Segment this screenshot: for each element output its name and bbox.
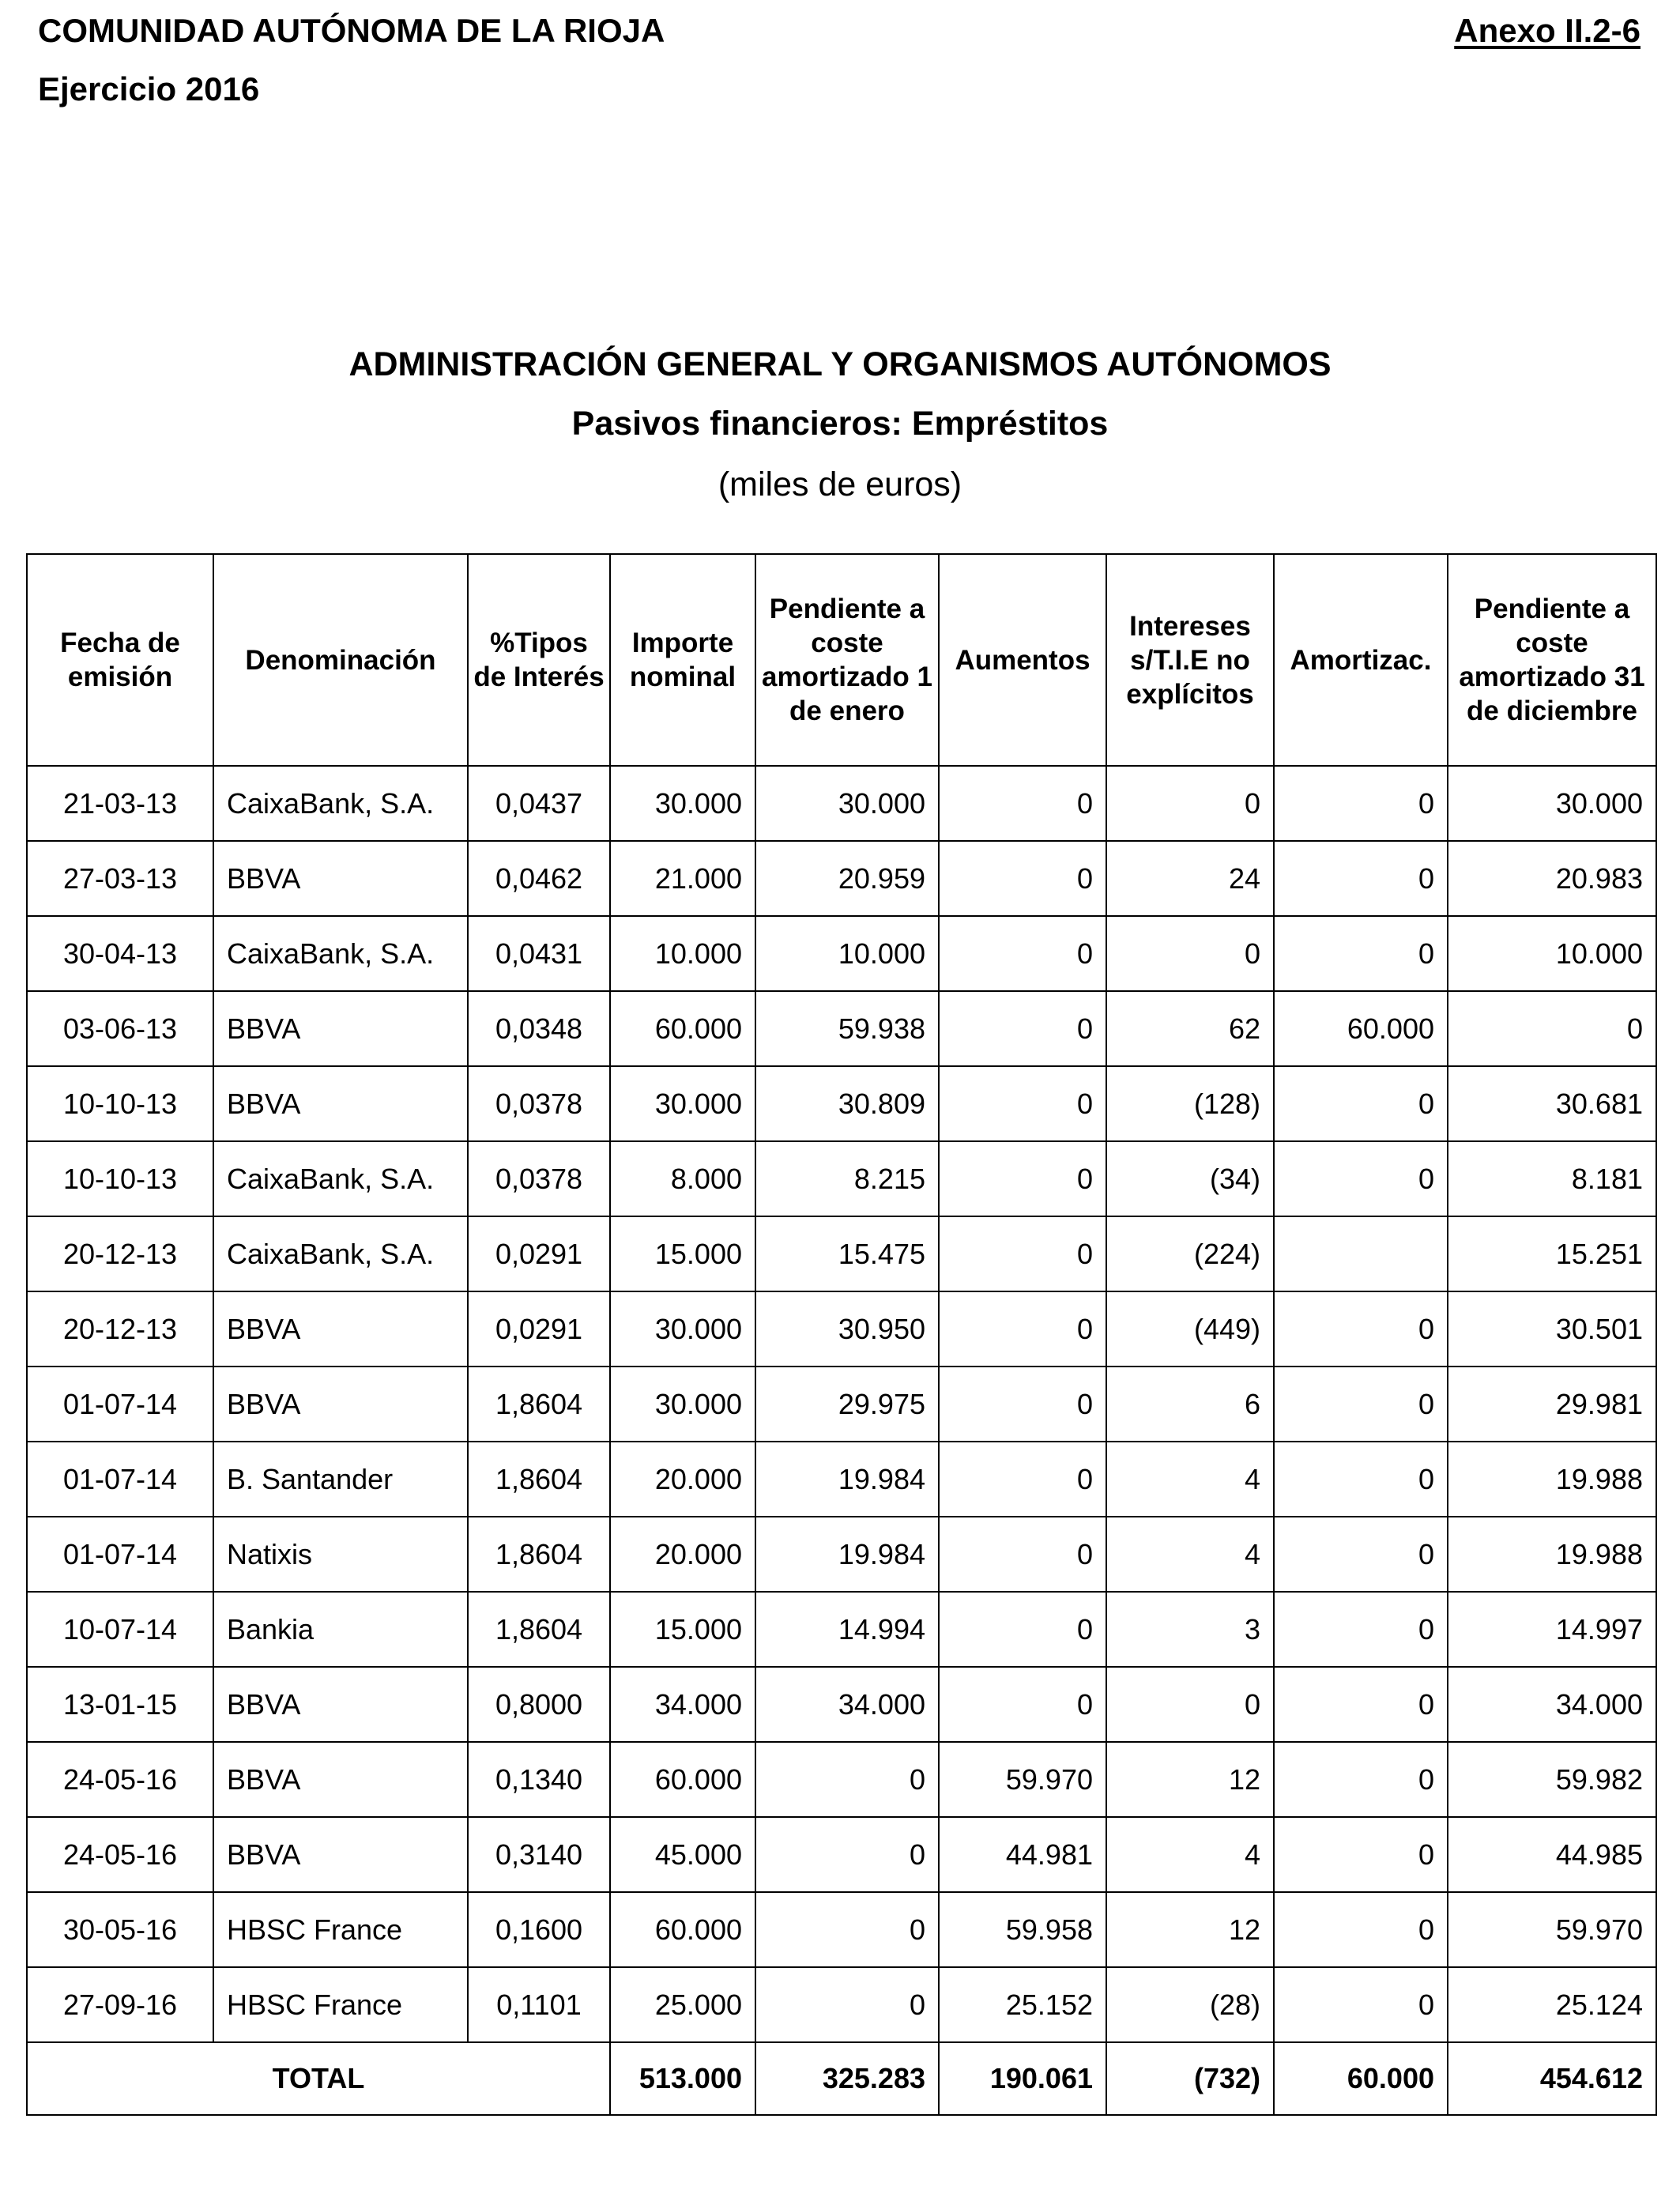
cell-name: Natixis xyxy=(213,1517,468,1592)
cell-issue-date: 01-07-14 xyxy=(27,1442,213,1517)
cell-increases: 0 xyxy=(939,1216,1106,1291)
cell-increases: 0 xyxy=(939,1066,1106,1141)
cell-interest-rate: 0,0431 xyxy=(468,916,610,991)
cell-amortization xyxy=(1274,1216,1448,1291)
cell-name: BBVA xyxy=(213,1742,468,1817)
cell-amortization: 0 xyxy=(1274,1141,1448,1216)
total-pending-jan-1: 325.283 xyxy=(755,2042,939,2115)
cell-pending-dec-31: 30.501 xyxy=(1448,1291,1656,1367)
annex-reference: Anexo II.2-6 xyxy=(1454,12,1640,49)
total-amortization: 60.000 xyxy=(1274,2042,1448,2115)
cell-pending-dec-31: 59.970 xyxy=(1448,1892,1656,1967)
cell-pending-jan-1: 0 xyxy=(755,1817,939,1892)
cell-implicit-interest: (34) xyxy=(1106,1141,1274,1216)
cell-increases: 59.958 xyxy=(939,1892,1106,1967)
cell-implicit-interest: 62 xyxy=(1106,991,1274,1066)
cell-name: CaixaBank, S.A. xyxy=(213,916,468,991)
cell-pending-jan-1: 29.975 xyxy=(755,1367,939,1442)
cell-increases: 0 xyxy=(939,1667,1106,1742)
cell-issue-date: 30-05-16 xyxy=(27,1892,213,1967)
cell-interest-rate: 0,1101 xyxy=(468,1967,610,2042)
total-increases: 190.061 xyxy=(939,2042,1106,2115)
table-row xyxy=(27,841,1656,916)
cell-issue-date: 01-07-14 xyxy=(27,1367,213,1442)
cell-nominal-amount: 8.000 xyxy=(610,1141,755,1216)
cell-amortization: 0 xyxy=(1274,1592,1448,1667)
cell-pending-dec-31: 20.983 xyxy=(1448,841,1656,916)
cell-nominal-amount: 20.000 xyxy=(610,1442,755,1517)
table-row xyxy=(27,1742,1656,1817)
cell-amortization: 0 xyxy=(1274,1517,1448,1592)
cell-increases: 44.981 xyxy=(939,1817,1106,1892)
cell-nominal-amount: 15.000 xyxy=(610,1216,755,1291)
table-row xyxy=(27,1442,1656,1517)
cell-increases: 0 xyxy=(939,1291,1106,1367)
column-header-nominal-amount: Importe nominal xyxy=(610,554,755,766)
cell-name: CaixaBank, S.A. xyxy=(213,1216,468,1291)
cell-pending-jan-1: 15.475 xyxy=(755,1216,939,1291)
cell-amortization: 0 xyxy=(1274,1967,1448,2042)
cell-increases: 0 xyxy=(939,1141,1106,1216)
cell-increases: 0 xyxy=(939,916,1106,991)
table-row xyxy=(27,1967,1656,2042)
cell-name: BBVA xyxy=(213,991,468,1066)
cell-name: CaixaBank, S.A. xyxy=(213,1141,468,1216)
column-header-interest-rate: %Tipos de Interés xyxy=(468,554,610,766)
cell-nominal-amount: 30.000 xyxy=(610,1367,755,1442)
cell-name: Bankia xyxy=(213,1592,468,1667)
cell-name: BBVA xyxy=(213,1667,468,1742)
table-row xyxy=(27,1517,1656,1592)
cell-issue-date: 20-12-13 xyxy=(27,1216,213,1291)
cell-increases: 0 xyxy=(939,1592,1106,1667)
table-row xyxy=(27,766,1656,841)
cell-nominal-amount: 30.000 xyxy=(610,1291,755,1367)
cell-interest-rate: 0,0462 xyxy=(468,841,610,916)
cell-implicit-interest: 0 xyxy=(1106,766,1274,841)
cell-pending-jan-1: 59.938 xyxy=(755,991,939,1066)
cell-pending-dec-31: 14.997 xyxy=(1448,1592,1656,1667)
cell-interest-rate: 0,3140 xyxy=(468,1817,610,1892)
cell-pending-jan-1: 20.959 xyxy=(755,841,939,916)
cell-nominal-amount: 34.000 xyxy=(610,1667,755,1742)
cell-interest-rate: 1,8604 xyxy=(468,1442,610,1517)
cell-amortization: 0 xyxy=(1274,841,1448,916)
cell-implicit-interest: 4 xyxy=(1106,1817,1274,1892)
cell-name: BBVA xyxy=(213,1066,468,1141)
cell-increases: 25.152 xyxy=(939,1967,1106,2042)
column-header-amortization: Amortizac. xyxy=(1274,554,1448,766)
cell-interest-rate: 0,0437 xyxy=(468,766,610,841)
cell-pending-jan-1: 30.000 xyxy=(755,766,939,841)
table-row xyxy=(27,1216,1656,1291)
cell-increases: 0 xyxy=(939,766,1106,841)
cell-pending-jan-1: 0 xyxy=(755,1892,939,1967)
cell-name: HBSC France xyxy=(213,1967,468,2042)
cell-amortization: 0 xyxy=(1274,1442,1448,1517)
report-subtitle: Pasivos financieros: Empréstitos xyxy=(571,405,1109,443)
column-header-issue-date: Fecha de emisión xyxy=(27,554,213,766)
cell-increases: 0 xyxy=(939,991,1106,1066)
table-row xyxy=(27,1141,1656,1216)
cell-pending-dec-31: 44.985 xyxy=(1448,1817,1656,1892)
column-header-increases: Aumentos xyxy=(939,554,1106,766)
cell-pending-jan-1: 19.984 xyxy=(755,1442,939,1517)
cell-pending-dec-31: 29.981 xyxy=(1448,1367,1656,1442)
cell-interest-rate: 1,8604 xyxy=(468,1367,610,1442)
cell-pending-jan-1: 10.000 xyxy=(755,916,939,991)
cell-implicit-interest: (128) xyxy=(1106,1066,1274,1141)
cell-issue-date: 24-05-16 xyxy=(27,1817,213,1892)
cell-nominal-amount: 60.000 xyxy=(610,991,755,1066)
cell-increases: 0 xyxy=(939,841,1106,916)
cell-interest-rate: 0,8000 xyxy=(468,1667,610,1742)
cell-implicit-interest: 12 xyxy=(1106,1742,1274,1817)
cell-implicit-interest: 0 xyxy=(1106,1667,1274,1742)
total-label: TOTAL xyxy=(27,2042,610,2115)
total-row xyxy=(27,2042,1656,2115)
cell-amortization: 0 xyxy=(1274,1291,1448,1367)
cell-interest-rate: 0,1600 xyxy=(468,1892,610,1967)
cell-increases: 59.970 xyxy=(939,1742,1106,1817)
cell-pending-dec-31: 30.681 xyxy=(1448,1066,1656,1141)
cell-amortization: 60.000 xyxy=(1274,991,1448,1066)
report-title: ADMINISTRACIÓN GENERAL Y ORGANISMOS AUTÓNOMOS xyxy=(348,345,1332,383)
cell-issue-date: 10-07-14 xyxy=(27,1592,213,1667)
table-row xyxy=(27,991,1656,1066)
cell-issue-date: 27-03-13 xyxy=(27,841,213,916)
cell-nominal-amount: 10.000 xyxy=(610,916,755,991)
cell-issue-date: 30-04-13 xyxy=(27,916,213,991)
cell-increases: 0 xyxy=(939,1517,1106,1592)
total-implicit-interest: (732) xyxy=(1106,2042,1274,2115)
cell-nominal-amount: 20.000 xyxy=(610,1517,755,1592)
cell-pending-dec-31: 34.000 xyxy=(1448,1667,1656,1742)
table-row xyxy=(27,1291,1656,1367)
loans-table xyxy=(26,553,1657,2116)
cell-issue-date: 27-09-16 xyxy=(27,1967,213,2042)
cell-pending-jan-1: 34.000 xyxy=(755,1667,939,1742)
cell-implicit-interest: 12 xyxy=(1106,1892,1274,1967)
cell-name: BBVA xyxy=(213,1367,468,1442)
cell-pending-jan-1: 14.994 xyxy=(755,1592,939,1667)
cell-amortization: 0 xyxy=(1274,1066,1448,1141)
table-row xyxy=(27,1817,1656,1892)
cell-pending-jan-1: 30.809 xyxy=(755,1066,939,1141)
table-row xyxy=(27,1367,1656,1442)
table-row xyxy=(27,1592,1656,1667)
cell-nominal-amount: 45.000 xyxy=(610,1817,755,1892)
cell-amortization: 0 xyxy=(1274,1367,1448,1442)
cell-increases: 0 xyxy=(939,1442,1106,1517)
cell-issue-date: 13-01-15 xyxy=(27,1667,213,1742)
cell-pending-dec-31: 10.000 xyxy=(1448,916,1656,991)
total-pending-dec-31: 454.612 xyxy=(1448,2042,1656,2115)
cell-pending-jan-1: 0 xyxy=(755,1742,939,1817)
cell-name: HBSC France xyxy=(213,1892,468,1967)
cell-interest-rate: 0,0291 xyxy=(468,1291,610,1367)
column-header-pending-dec-31: Pendiente a coste amortizado 31 de diciembre xyxy=(1448,554,1656,766)
cell-amortization: 0 xyxy=(1274,766,1448,841)
cell-implicit-interest: 4 xyxy=(1106,1442,1274,1517)
cell-interest-rate: 0,1340 xyxy=(468,1742,610,1817)
cell-pending-jan-1: 19.984 xyxy=(755,1517,939,1592)
cell-implicit-interest: 4 xyxy=(1106,1517,1274,1592)
cell-interest-rate: 1,8604 xyxy=(468,1517,610,1592)
cell-interest-rate: 0,0378 xyxy=(468,1141,610,1216)
total-nominal-amount: 513.000 xyxy=(610,2042,755,2115)
cell-nominal-amount: 60.000 xyxy=(610,1742,755,1817)
cell-amortization: 0 xyxy=(1274,916,1448,991)
cell-issue-date: 24-05-16 xyxy=(27,1742,213,1817)
cell-pending-dec-31: 25.124 xyxy=(1448,1967,1656,2042)
cell-amortization: 0 xyxy=(1274,1742,1448,1817)
cell-issue-date: 01-07-14 xyxy=(27,1517,213,1592)
cell-amortization: 0 xyxy=(1274,1667,1448,1742)
cell-issue-date: 10-10-13 xyxy=(27,1141,213,1216)
cell-issue-date: 03-06-13 xyxy=(27,991,213,1066)
cell-nominal-amount: 30.000 xyxy=(610,1066,755,1141)
cell-nominal-amount: 60.000 xyxy=(610,1892,755,1967)
column-header-implicit-interest: Intereses s/T.I.E no explícitos xyxy=(1106,554,1274,766)
cell-name: BBVA xyxy=(213,841,468,916)
units-note: (miles de euros) xyxy=(718,466,962,503)
cell-amortization: 0 xyxy=(1274,1817,1448,1892)
cell-nominal-amount: 30.000 xyxy=(610,766,755,841)
cell-interest-rate: 0,0378 xyxy=(468,1066,610,1141)
column-header-name: Denominación xyxy=(213,554,468,766)
cell-pending-jan-1: 0 xyxy=(755,1967,939,2042)
cell-pending-jan-1: 30.950 xyxy=(755,1291,939,1367)
cell-implicit-interest: 6 xyxy=(1106,1367,1274,1442)
cell-amortization: 0 xyxy=(1274,1892,1448,1967)
cell-issue-date: 10-10-13 xyxy=(27,1066,213,1141)
column-header-pending-jan-1: Pendiente a coste amortizado 1 de enero xyxy=(755,554,939,766)
organization-name: COMUNIDAD AUTÓNOMA DE LA RIOJA xyxy=(38,12,665,49)
cell-name: BBVA xyxy=(213,1291,468,1367)
cell-increases: 0 xyxy=(939,1367,1106,1442)
cell-implicit-interest: 3 xyxy=(1106,1592,1274,1667)
cell-nominal-amount: 21.000 xyxy=(610,841,755,916)
cell-implicit-interest: (28) xyxy=(1106,1967,1274,2042)
cell-name: CaixaBank, S.A. xyxy=(213,766,468,841)
table-row xyxy=(27,916,1656,991)
cell-pending-dec-31: 0 xyxy=(1448,991,1656,1066)
cell-pending-dec-31: 8.181 xyxy=(1448,1141,1656,1216)
cell-nominal-amount: 25.000 xyxy=(610,1967,755,2042)
cell-interest-rate: 1,8604 xyxy=(468,1592,610,1667)
cell-implicit-interest: (224) xyxy=(1106,1216,1274,1291)
cell-implicit-interest: 24 xyxy=(1106,841,1274,916)
table-body xyxy=(27,766,1656,2042)
cell-name: BBVA xyxy=(213,1817,468,1892)
cell-interest-rate: 0,0348 xyxy=(468,991,610,1066)
cell-pending-dec-31: 30.000 xyxy=(1448,766,1656,841)
cell-pending-dec-31: 19.988 xyxy=(1448,1517,1656,1592)
cell-pending-jan-1: 8.215 xyxy=(755,1141,939,1216)
cell-interest-rate: 0,0291 xyxy=(468,1216,610,1291)
cell-issue-date: 21-03-13 xyxy=(27,766,213,841)
cell-pending-dec-31: 15.251 xyxy=(1448,1216,1656,1291)
table-row xyxy=(27,1667,1656,1742)
cell-pending-dec-31: 59.982 xyxy=(1448,1742,1656,1817)
fiscal-year: Ejercicio 2016 xyxy=(38,70,260,107)
cell-pending-dec-31: 19.988 xyxy=(1448,1442,1656,1517)
header-row xyxy=(27,554,1656,766)
cell-implicit-interest: (449) xyxy=(1106,1291,1274,1367)
table-row xyxy=(27,1892,1656,1967)
cell-issue-date: 20-12-13 xyxy=(27,1291,213,1367)
cell-nominal-amount: 15.000 xyxy=(610,1592,755,1667)
cell-implicit-interest: 0 xyxy=(1106,916,1274,991)
table-row xyxy=(27,1066,1656,1141)
cell-name: B. Santander xyxy=(213,1442,468,1517)
